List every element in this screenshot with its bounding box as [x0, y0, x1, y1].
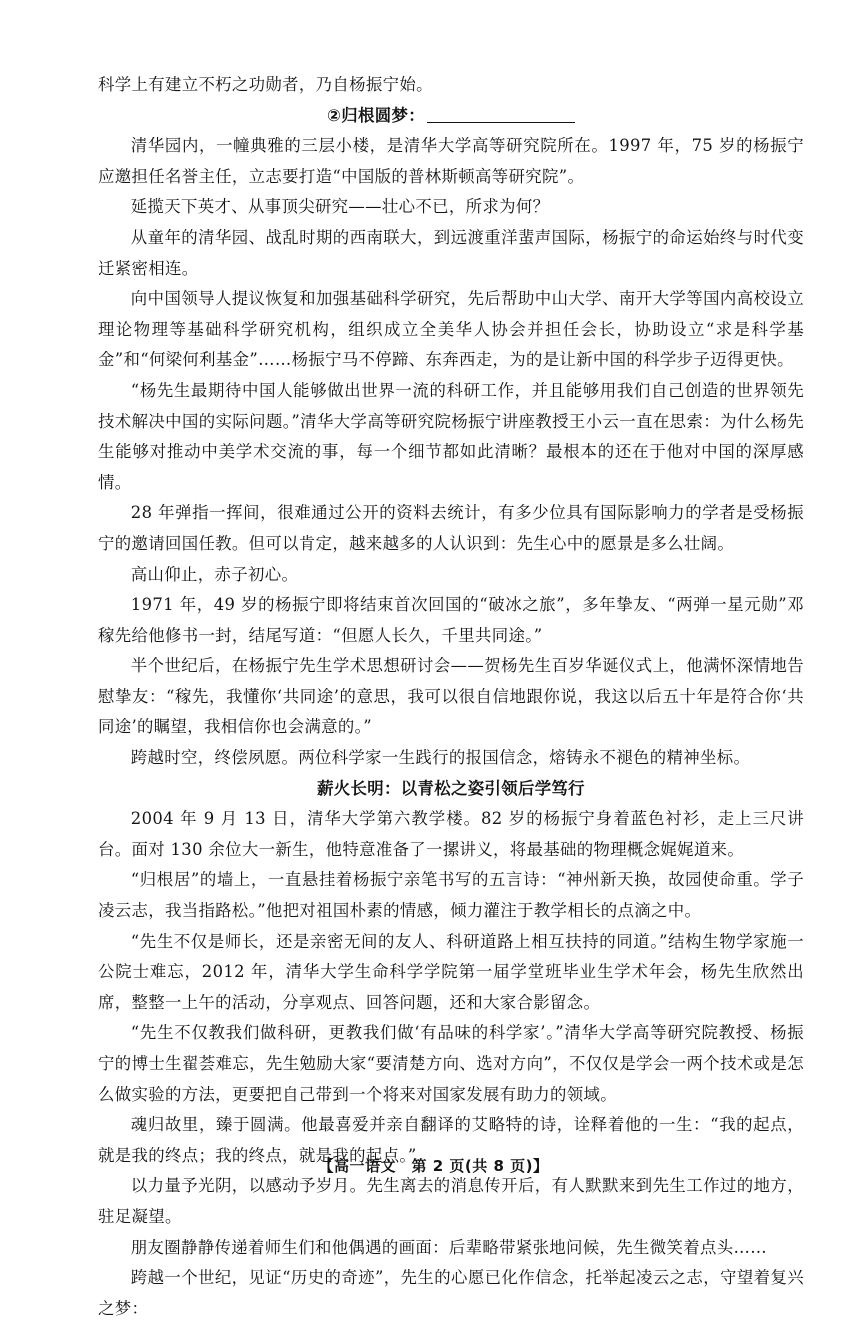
paragraph: “归根居”的墙上，一直悬挂着杨振宁亲笔书写的五言诗：“神州新天换，故园使命重。学子凌云志，我当指路松。”他把对祖国朴素的情感，倾力灌注于教学相长的点滴之中。: [98, 870, 804, 921]
paragraph: “杨先生最期待中国人能够做出世界一流的科研工作，并且能够用我们自己创造的世界领先技术解决中国的实际问题。”清华大学高等研究院杨振宁讲座教授王小云一直在思索：为什么杨先生能够对推动中美学术交流的事，每一个细节都如此清晰？最根本的还在于他对中国的深厚感情。: [98, 380, 804, 492]
paragraph: “先生不仅教我们做科研，更教我们做‘有品味的科学家’。”清华大学高等研究院教授、杨振宁的博士生翟荟难忘，先生勉励大家“要清楚方向、选对方向”，不仅仅是学会一两个技术或是怎么做实验的方法，更要把自己带到一个将来对国家发展有助力的领域。: [98, 1023, 804, 1104]
paragraph: 魂归故里，臻于圆满。他最喜爱并亲自翻译的艾略特的诗，诠释着他的一生：“我的起点，就是我的终点；我的终点，就是我的起点。”: [98, 1115, 804, 1165]
paragraph: 2004 年 9 月 13 日，清华大学第六教学楼。82 岁的杨振宁身着蓝色衬衫，走上三尺讲台。面对 130 余位大一新生，他特意准备了一摞讲义，将最基础的物理概念娓娓道来。: [98, 809, 804, 859]
paragraph: 跨越时空，终偿夙愿。两位科学家一生践行的报国信念，熔铸永不褪色的精神坐标。: [130, 748, 751, 768]
section-heading-torch: 薪火长明：以青松之姿引领后学笃行: [317, 778, 585, 798]
paragraph: 半个世纪后，在杨振宁先生学术思想研讨会——贺杨先生百岁华诞仪式上，他满怀深情地告慰挚友：“稼先，我懂你‘共同途’的意思，我可以很自信地跟你说，我这以后五十年是符合你‘共同途’的瞩望，我相信你也会满意的。”: [98, 656, 804, 737]
paragraph: 延揽天下英才、从事顶尖研究——壮心不已，所求为何？: [130, 197, 550, 217]
section-heading-text: ②归根圆梦：: [327, 105, 425, 125]
article-body: [98, 70, 804, 1324]
paragraph-intro: 科学上有建立不朽之功勋者，乃自杨振宁始。: [98, 75, 433, 94]
paragraph: 高山仰止，赤子初心。: [130, 564, 299, 584]
paragraph: 从童年的清华园、战乱时期的西南联大，到远渡重洋蜚声国际，杨振宁的命运始终与时代变迁紧密相连。: [98, 227, 804, 278]
section-heading-return: [98, 101, 804, 132]
paragraph: 朋友圈静静传递着师生们和他偶遇的画面：后辈略带紧张地问候，先生微笑着点头……: [130, 1237, 767, 1257]
paragraph: “先生不仅是师长，还是亲密无间的友人、科研道路上相互扶持的同道。”结构生物学家施一公院士难忘，2012 年，清华大学生命科学学院第一届学堂班毕业生学术年会，杨先生欣然出席，整整一上午的活动，分享观点、回答问题，还和大家合影留念。: [98, 931, 804, 1012]
paragraph: 1971 年，49 岁的杨振宁即将结束首次回国的“破冰之旅”，多年挚友、“两弹一星元勋”邓稼先给他修书一封，结尾写道：“但愿人长久，千里共同途。”: [98, 595, 804, 645]
paragraph: 以力量予光阴，以感动予岁月。先生离去的消息传开后，有人默默来到先生工作过的地方，驻足凝望。: [98, 1176, 804, 1226]
paragraph: 清华园内，一幢典雅的三层小楼，是清华大学高等研究院所在。1997 年，75 岁的杨振宁应邀担任名誉主任，立志要打造“中国版的普林斯顿高等研究院”。: [98, 136, 804, 186]
paragraph: 向中国领导人提议恢复和加强基础科学研究，先后帮助中山大学、南开大学等国内高校设立理论物理等基础科学研究机构，组织成立全美华人协会并担任会长，协助设立“求是科学基金”和“何梁何利基金”……杨振宁马不停蹄、东奔西走，为的是让新中国的科学步子迈得更快。: [98, 289, 804, 370]
page-footer: 【高一语文 第 2 页(共 8 页)】: [318, 1157, 549, 1175]
paragraph: 跨越一个世纪，见证“历史的奇迹”，先生的心愿已化作信念，托举起凌云之志，守望着复兴之梦：: [98, 1268, 804, 1318]
paragraph: 28 年弹指一挥间，很难通过公开的资料去统计，有多少位具有国际影响力的学者是受杨振宁的邀请回国任教。但可以肯定，越来越多的人认识到：先生心中的愿景是多么壮阔。: [98, 503, 804, 553]
fill-in-blank-line: [427, 106, 575, 123]
